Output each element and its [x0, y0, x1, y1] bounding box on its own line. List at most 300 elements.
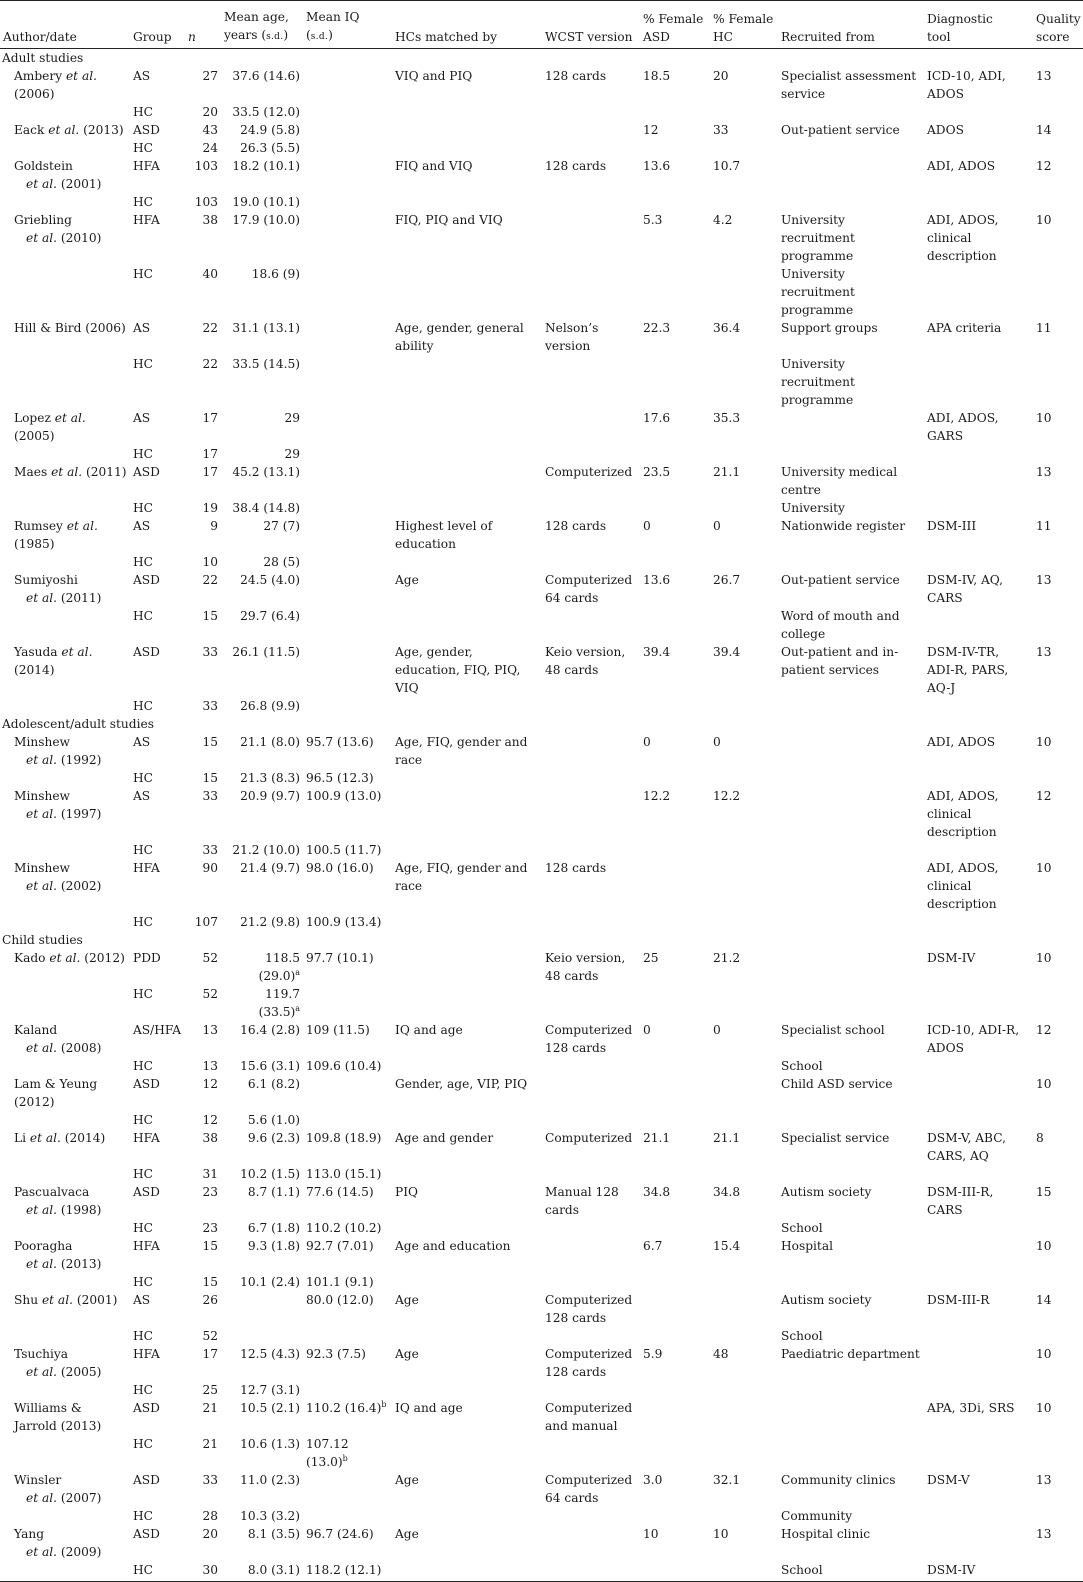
author-cell — [0, 769, 130, 787]
group-cell — [130, 355, 185, 409]
n-cell — [185, 103, 221, 121]
age-cell — [221, 1345, 303, 1381]
fhc-cell — [710, 733, 778, 769]
author-cell — [0, 1561, 130, 1582]
recruited-value: University recruitment programme — [781, 357, 855, 407]
n-value: 22 — [202, 573, 218, 587]
age-value: 12.5 (4.3) — [240, 1347, 300, 1361]
n-cell — [185, 1111, 221, 1129]
author-name: Sumiyoshi — [14, 573, 78, 587]
quality-cell — [1033, 139, 1083, 157]
recruited-cell — [778, 319, 924, 355]
fasd-cell — [640, 139, 710, 157]
matched-value: Age — [395, 573, 419, 587]
n-value: 22 — [202, 321, 218, 335]
age-cell — [221, 643, 303, 697]
recruited-value: University medical centre — [781, 465, 898, 497]
group-cell — [130, 1471, 185, 1507]
age-value: 24.9 (5.8) — [240, 123, 300, 137]
fhc-cell — [710, 859, 778, 913]
table-row — [0, 841, 1083, 859]
table-row — [0, 121, 1083, 139]
recruited-cell — [778, 697, 924, 715]
age-cell — [221, 1057, 303, 1075]
author-cell — [0, 157, 130, 193]
recruited-value: Specialist school — [781, 1023, 885, 1037]
group-cell — [130, 1381, 185, 1399]
wcst-cell — [542, 1129, 640, 1165]
quality-cell — [1033, 211, 1083, 265]
iq-cell — [303, 1525, 392, 1561]
fhc-cell — [710, 697, 778, 715]
n-value: 15 — [202, 735, 218, 749]
fhc-cell — [710, 1237, 778, 1273]
author-name: Kado — [14, 951, 46, 965]
age-cell — [221, 103, 303, 121]
wcst-value: Nelson’s version — [545, 321, 599, 353]
recruited-value: Child ASD service — [781, 1077, 893, 1091]
group-cell — [130, 193, 185, 211]
iq-cell — [303, 1507, 392, 1525]
recruited-value: Hospital — [781, 1239, 833, 1253]
recruited-cell — [778, 985, 924, 1021]
iq-cell — [303, 607, 392, 643]
diag-cell — [924, 1111, 1033, 1129]
group-cell — [130, 265, 185, 319]
group-cell — [130, 211, 185, 265]
n-value: 52 — [202, 1329, 218, 1343]
fhc-cell — [710, 1399, 778, 1435]
quality-value: 15 — [1036, 1185, 1052, 1199]
author-name: Rumsey — [14, 519, 63, 533]
n-value: 12 — [202, 1077, 218, 1091]
author-name: Shu — [14, 1293, 39, 1307]
age-cell — [221, 553, 303, 571]
table-row — [0, 1507, 1083, 1525]
table-row — [0, 1435, 1083, 1471]
group-value: HC — [133, 843, 153, 857]
iq-cell — [303, 157, 392, 193]
wcst-cell — [542, 499, 640, 517]
author-etal: et al. — [26, 1365, 58, 1379]
age-value: 38.4 (14.8) — [232, 501, 300, 515]
author-cell — [0, 1399, 130, 1435]
fasd-value: 13.6 — [643, 159, 671, 173]
quality-cell — [1033, 1273, 1083, 1291]
recruited-value: Autism society — [781, 1293, 872, 1307]
age-value: 18.6 (9) — [251, 267, 300, 281]
n-cell — [185, 319, 221, 355]
wcst-cell — [542, 517, 640, 553]
quality-cell — [1033, 1237, 1083, 1273]
diag-value: ADI, ADOS, clinical description — [927, 861, 999, 911]
table-row — [0, 733, 1083, 769]
diag-cell — [924, 913, 1033, 931]
age-value: 33.5 (14.5) — [232, 357, 300, 371]
matched-cell — [392, 1129, 542, 1165]
group-value: AS — [133, 411, 151, 425]
table-row — [0, 607, 1083, 643]
table-row — [0, 697, 1083, 715]
recruited-cell — [778, 139, 924, 157]
diag-cell — [924, 499, 1033, 517]
fasd-cell — [640, 103, 710, 121]
age-value: 45.2 (13.1) — [232, 465, 300, 479]
n-value: 33 — [202, 699, 218, 713]
fhc-value: 15.4 — [713, 1239, 741, 1253]
author-cell — [0, 571, 130, 607]
recruited-value: Out-patient and in-patient services — [781, 645, 899, 677]
author-year: (2009) — [60, 1545, 102, 1559]
wcst-cell — [542, 733, 640, 769]
wcst-cell — [542, 949, 640, 985]
recruited-cell — [778, 1507, 924, 1525]
author-year: (2005) — [14, 429, 55, 443]
quality-cell — [1033, 859, 1083, 913]
fasd-cell — [640, 1183, 710, 1219]
age-value: 31.1 (13.1) — [232, 321, 300, 335]
recruited-cell — [778, 571, 924, 607]
n-cell — [185, 1021, 221, 1057]
n-value: 28 — [202, 1509, 218, 1523]
author-etal: et al. — [51, 465, 83, 479]
recruited-cell — [778, 1129, 924, 1165]
fhc-value: 0 — [713, 735, 721, 749]
iq-cell — [303, 787, 392, 841]
age-cell — [221, 1507, 303, 1525]
recruited-cell — [778, 121, 924, 139]
n-cell — [185, 1327, 221, 1345]
matched-cell — [392, 1291, 542, 1327]
age-cell — [221, 67, 303, 103]
group-cell — [130, 571, 185, 607]
recruited-value: University recruitment programme — [781, 267, 855, 317]
fasd-cell — [640, 1345, 710, 1381]
author-year: (2013) — [83, 123, 124, 137]
n-value: 107 — [194, 915, 218, 929]
recruited-cell — [778, 211, 924, 265]
fasd-cell — [640, 949, 710, 985]
n-cell — [185, 1471, 221, 1507]
quality-cell — [1033, 571, 1083, 607]
iq-value: 100.9 (13.4) — [306, 915, 382, 929]
wcst-cell — [542, 1507, 640, 1525]
table-row — [0, 1075, 1083, 1111]
wcst-cell — [542, 67, 640, 103]
recruited-cell — [778, 733, 924, 769]
table-row — [0, 859, 1083, 913]
iq-cell — [303, 1129, 392, 1165]
iq-cell — [303, 1219, 392, 1237]
group-value: HC — [133, 555, 153, 569]
author-name: Lopez — [14, 411, 51, 425]
diag-value: ADI, ADOS, clinical description — [927, 789, 999, 839]
recruited-value: Word of mouth and college — [781, 609, 900, 641]
group-value: HFA — [133, 213, 160, 227]
wcst-cell — [542, 211, 640, 265]
author-etal: et al. — [26, 177, 58, 191]
recruited-cell — [778, 1381, 924, 1399]
group-cell — [130, 445, 185, 463]
table-row — [0, 67, 1083, 103]
fhc-cell — [710, 1561, 778, 1582]
header-author: Author/date — [0, 1, 130, 49]
n-cell — [185, 697, 221, 715]
quality-cell — [1033, 67, 1083, 103]
recruited-cell — [778, 67, 924, 103]
group-cell — [130, 1525, 185, 1561]
wcst-cell — [542, 553, 640, 571]
author-etal: et al. — [26, 879, 58, 893]
iq-cell — [303, 1399, 392, 1435]
footnote-mark: a — [295, 967, 300, 977]
table-row — [0, 445, 1083, 463]
iq-value: 110.2 (16.4) — [306, 1401, 382, 1415]
n-cell — [185, 355, 221, 409]
matched-cell — [392, 787, 542, 841]
table-row — [0, 1525, 1083, 1561]
quality-cell — [1033, 499, 1083, 517]
fasd-value: 0 — [643, 519, 651, 533]
matched-cell — [392, 499, 542, 517]
iq-cell — [303, 1183, 392, 1219]
group-value: HC — [133, 1221, 153, 1235]
quality-value: 13 — [1036, 465, 1052, 479]
diag-cell — [924, 103, 1033, 121]
group-value: HC — [133, 1167, 153, 1181]
diag-cell — [924, 1345, 1033, 1381]
iq-cell — [303, 1111, 392, 1129]
author-cell — [0, 1183, 130, 1219]
fhc-cell — [710, 463, 778, 499]
fhc-cell — [710, 1435, 778, 1471]
diag-cell — [924, 1057, 1033, 1075]
group-cell — [130, 1345, 185, 1381]
group-value: HC — [133, 915, 153, 929]
diag-cell — [924, 193, 1033, 211]
wcst-cell — [542, 1471, 640, 1507]
wcst-value: 128 cards — [545, 519, 607, 533]
iq-cell — [303, 1237, 392, 1273]
group-cell — [130, 1075, 185, 1111]
n-cell — [185, 1291, 221, 1327]
age-cell — [221, 499, 303, 517]
group-value: ASD — [133, 1527, 160, 1541]
diag-cell — [924, 787, 1033, 841]
recruited-cell — [778, 787, 924, 841]
recruited-cell — [778, 1183, 924, 1219]
table-row — [0, 949, 1083, 985]
author-etal: et al. — [48, 123, 80, 137]
header-quality-score: Quality score — [1033, 1, 1083, 49]
wcst-cell — [542, 913, 640, 931]
matched-cell — [392, 571, 542, 607]
fhc-cell — [710, 139, 778, 157]
age-value: 24.5 (4.0) — [240, 573, 300, 587]
n-cell — [185, 499, 221, 517]
author-cell — [0, 1237, 130, 1273]
matched-cell — [392, 607, 542, 643]
fasd-cell — [640, 1291, 710, 1327]
age-cell — [221, 1183, 303, 1219]
matched-cell — [392, 841, 542, 859]
fhc-cell — [710, 643, 778, 697]
age-value: 37.6 (14.6) — [232, 69, 300, 83]
table-row — [0, 1399, 1083, 1435]
quality-cell — [1033, 121, 1083, 139]
fhc-cell — [710, 193, 778, 211]
author-cell — [0, 913, 130, 931]
n-value: 9 — [210, 519, 218, 533]
wcst-value: Computerized — [545, 465, 633, 479]
age-cell — [221, 1327, 303, 1345]
age-cell — [221, 517, 303, 553]
group-value: AS — [133, 519, 151, 533]
n-cell — [185, 787, 221, 841]
quality-cell — [1033, 1219, 1083, 1237]
quality-value: 10 — [1036, 1239, 1052, 1253]
diag-cell — [924, 1399, 1033, 1435]
age-value: 119.7 (33.5) — [258, 987, 300, 1019]
fhc-cell — [710, 1273, 778, 1291]
fasd-value: 39.4 — [643, 645, 671, 659]
table-row — [0, 211, 1083, 265]
author-cell — [0, 103, 130, 121]
age-value: 18.2 (10.1) — [232, 159, 300, 173]
fasd-cell — [640, 1435, 710, 1471]
fasd-value: 5.9 — [643, 1347, 663, 1361]
group-value: HC — [133, 771, 153, 785]
author-year: (2005) — [60, 1365, 102, 1379]
iq-cell — [303, 643, 392, 697]
quality-value: 14 — [1036, 123, 1052, 137]
age-cell — [221, 409, 303, 445]
group-cell — [130, 1111, 185, 1129]
group-value: HC — [133, 141, 153, 155]
group-value: ASD — [133, 1401, 160, 1415]
group-cell — [130, 1021, 185, 1057]
n-value: 38 — [202, 1131, 218, 1145]
author-cell — [0, 1291, 130, 1327]
n-cell — [185, 1183, 221, 1219]
age-value: 26.1 (11.5) — [232, 645, 300, 659]
group-cell — [130, 841, 185, 859]
n-cell — [185, 121, 221, 139]
group-cell — [130, 787, 185, 841]
fhc-value: 21.1 — [713, 1131, 741, 1145]
wcst-cell — [542, 769, 640, 787]
quality-cell — [1033, 1345, 1083, 1381]
author-etal: et al. — [65, 69, 97, 83]
recruited-value: University recruitment programme — [781, 213, 855, 263]
author-cell — [0, 319, 130, 355]
iq-value: 107.12 (13.0) — [306, 1437, 349, 1469]
iq-cell — [303, 1561, 392, 1582]
matched-cell — [392, 1471, 542, 1507]
group-cell — [130, 517, 185, 553]
fhc-value: 4.2 — [713, 213, 733, 227]
age-value: 10.6 (1.3) — [240, 1437, 300, 1451]
wcst-cell — [542, 319, 640, 355]
age-value: 17.9 (10.0) — [232, 213, 300, 227]
matched-cell — [392, 1327, 542, 1345]
n-value: 17 — [202, 1347, 218, 1361]
n-cell — [185, 1399, 221, 1435]
group-cell — [130, 1327, 185, 1345]
author-etal: et al. — [41, 1293, 73, 1307]
header-hcs-matched: HCs matched by — [392, 1, 542, 49]
fhc-cell — [710, 607, 778, 643]
recruited-cell — [778, 553, 924, 571]
iq-value: 100.5 (11.7) — [306, 843, 382, 857]
author-year: (2001) — [60, 177, 102, 191]
author-name: Lam & Yeung — [14, 1077, 98, 1091]
fasd-cell — [640, 1075, 710, 1111]
quality-cell — [1033, 985, 1083, 1021]
age-value: 26.3 (5.5) — [240, 141, 300, 155]
n-value: 33 — [202, 789, 218, 803]
age-value: 20.9 (9.7) — [240, 789, 300, 803]
quality-cell — [1033, 1057, 1083, 1075]
age-value: 21.3 (8.3) — [240, 771, 300, 785]
age-cell — [221, 319, 303, 355]
fhc-cell — [710, 787, 778, 841]
recruited-cell — [778, 265, 924, 319]
matched-value: FIQ, PIQ and VIQ — [395, 213, 503, 227]
table-row — [0, 1183, 1083, 1219]
wcst-cell — [542, 607, 640, 643]
author-cell — [0, 445, 130, 463]
n-value: 13 — [202, 1059, 218, 1073]
quality-cell — [1033, 1525, 1083, 1561]
n-value: 90 — [202, 861, 218, 875]
recruited-cell — [778, 103, 924, 121]
diag-cell — [924, 1129, 1033, 1165]
author-cell — [0, 1219, 130, 1237]
author-year: (2012) — [14, 1095, 55, 1109]
fasd-cell — [640, 787, 710, 841]
group-cell — [130, 1435, 185, 1471]
table-row — [0, 553, 1083, 571]
diag-value: DSM-V — [927, 1473, 970, 1487]
fhc-value: 36.4 — [713, 321, 741, 335]
iq-cell — [303, 103, 392, 121]
author-etal: et al. — [61, 645, 93, 659]
fhc-value: 34.8 — [713, 1185, 741, 1199]
fasd-cell — [640, 1381, 710, 1399]
age-cell — [221, 1165, 303, 1183]
diag-value: ADI, ADOS, clinical description — [927, 213, 999, 263]
matched-cell — [392, 463, 542, 499]
fhc-cell — [710, 1111, 778, 1129]
recruited-cell — [778, 1327, 924, 1345]
matched-cell — [392, 913, 542, 931]
author-etal: et al. — [29, 1131, 61, 1145]
quality-cell — [1033, 265, 1083, 319]
wcst-value: 128 cards — [545, 861, 607, 875]
iq-cell — [303, 265, 392, 319]
diag-cell — [924, 697, 1033, 715]
matched-value: Age — [395, 1473, 419, 1487]
author-cell — [0, 193, 130, 211]
author-cell — [0, 787, 130, 841]
matched-cell — [392, 409, 542, 445]
author-name: Goldstein — [14, 159, 73, 173]
fasd-cell — [640, 67, 710, 103]
wcst-value: Computerized and manual — [545, 1401, 633, 1433]
wcst-value: Computerized — [545, 1131, 633, 1145]
wcst-value: 128 cards — [545, 159, 607, 173]
